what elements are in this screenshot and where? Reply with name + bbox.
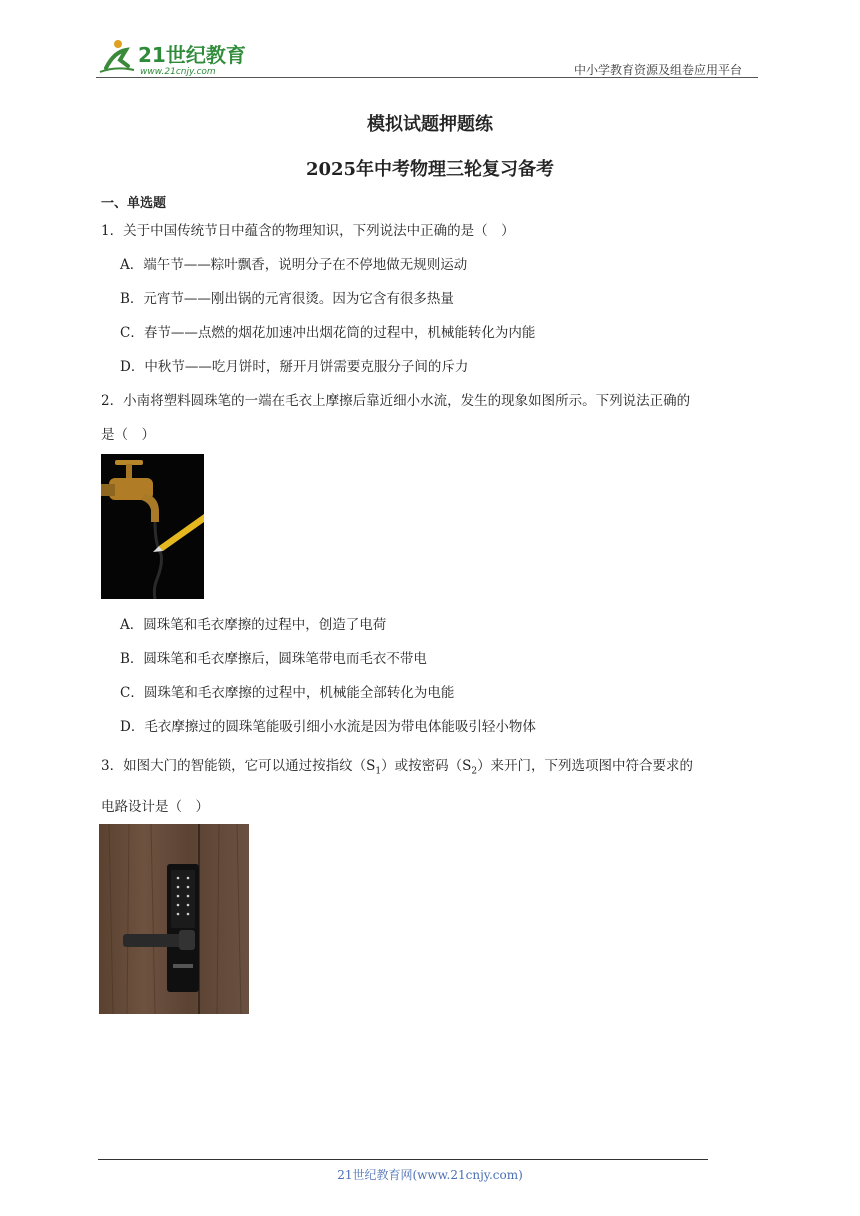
footer-link[interactable]: 21世纪教育网(www.21cnjy.com) [337, 1168, 523, 1182]
question-1-option-d: D．中秋节——吃月饼时，掰开月饼需要克服分子间的斥力 [120, 359, 469, 375]
question-2-option-d: D．毛衣摩擦过的圆珠笔能吸引细小水流是因为带电体能吸引轻小物体 [120, 719, 536, 735]
question-1-stem: 1．关于中国传统节日中蕴含的物理知识，下列说法中正确的是（ ） [101, 223, 515, 239]
runner-logo-icon [96, 38, 256, 78]
site-logo [96, 38, 256, 78]
question-3-stem-line1 [101, 754, 693, 777]
header-divider [96, 77, 758, 78]
question-2-option-c: C．圆珠笔和毛衣摩擦的过程中，机械能全部转化为电能 [120, 685, 455, 701]
logo-url: www.21cnjy.com [140, 67, 216, 77]
faucet-pen-photo [101, 454, 204, 599]
question-3-stem-line2: 电路设计是（ ） [101, 799, 209, 815]
section-title: 一、单选题 [101, 196, 167, 211]
question-1-option-b: B．元宵节——刚出锅的元宵很烫。因为它含有很多热量 [120, 291, 454, 307]
question-3-stem-part-c: ）来开门，下列选项图中符合要求的 [477, 758, 694, 774]
question-1-option-c: C．春节——点燃的烟花加速冲出烟花筒的过程中，机械能转化为内能 [120, 325, 536, 341]
faucet-icon [101, 454, 204, 599]
question-3-stem-part-a: 3．如图大门的智能锁，它可以通过按指纹（S [101, 758, 376, 774]
smart-lock-photo [99, 824, 249, 1014]
question-2-stem-line1: 2．小南将塑料圆珠笔的一端在毛衣上摩擦后靠近细小水流，发生的现象如图所示。下列说法正确的 [101, 393, 691, 409]
question-2-stem-line2: 是（ ） [101, 427, 155, 443]
platform-name: 中小学教育资源及组卷应用平台 [574, 63, 743, 77]
question-1-option-a: A．端午节——粽叶飘香，说明分子在不停地做无规则运动 [120, 257, 468, 273]
footer-divider [98, 1159, 708, 1160]
subscript-1: 1 [375, 766, 382, 777]
logo-text: 21世纪教育 [138, 43, 246, 67]
question-3-stem-part-b: ）或按密码（S [381, 758, 472, 774]
exam-subtitle: 2025年中考物理三轮复习备考 [305, 159, 555, 180]
question-2-option-a: A．圆珠笔和毛衣摩擦的过程中，创造了电荷 [120, 617, 387, 633]
subscript-2: 2 [471, 766, 478, 777]
exam-title: 模拟试题押题练 [367, 114, 493, 135]
question-2-option-b: B．圆珠笔和毛衣摩擦后，圆珠笔带电而毛衣不带电 [120, 651, 427, 667]
door-lock-icon [99, 824, 249, 1014]
